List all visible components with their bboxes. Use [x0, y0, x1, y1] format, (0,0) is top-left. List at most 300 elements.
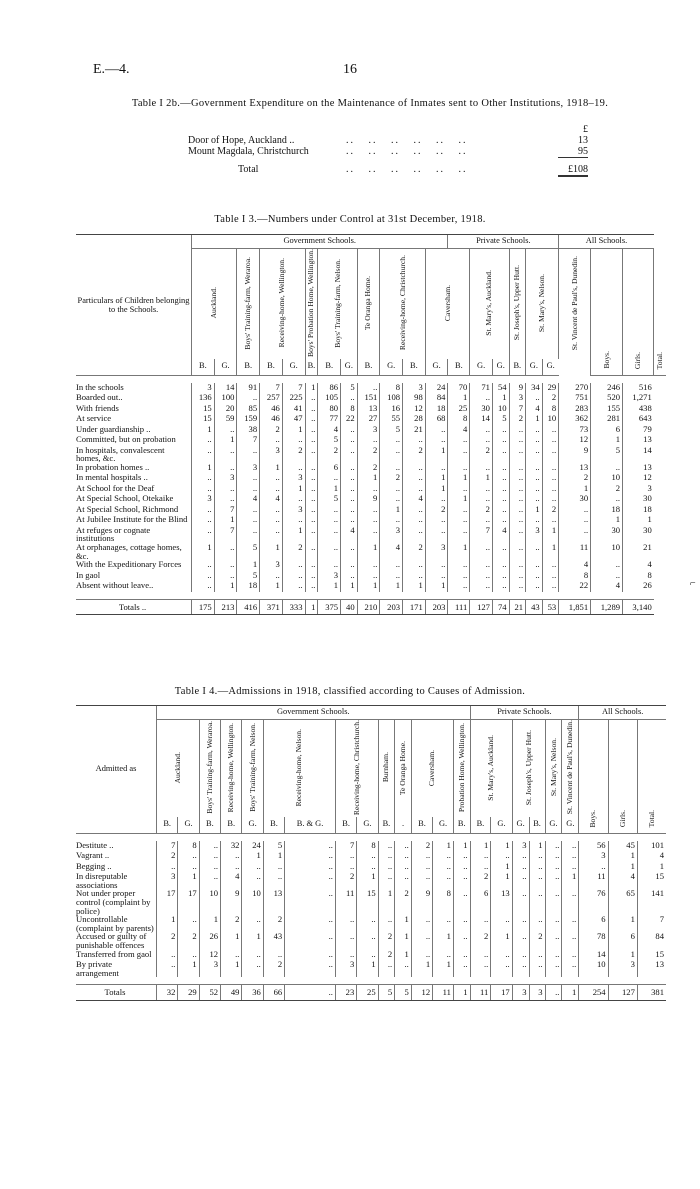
table2-cell: 1: [214, 515, 237, 526]
table2-cell: ..: [305, 404, 318, 415]
table2-cell: ..: [282, 515, 305, 526]
table2-column-header: [623, 249, 654, 376]
table3-cell: ..: [411, 851, 432, 862]
table2-cell: 4: [237, 494, 260, 505]
table3-cell: ..: [395, 872, 412, 889]
table3-cell: 3: [335, 960, 356, 977]
table2-cell: ..: [380, 484, 403, 495]
table2-cell: ..: [470, 435, 493, 446]
table3-cell: 1: [199, 915, 220, 932]
table2-totals-cell: 21: [509, 599, 526, 615]
table2-row-label: At Special School, Richmond: [76, 503, 179, 514]
table2-cell: ..: [448, 435, 470, 446]
table2-cell: ..: [591, 560, 623, 571]
table3-cell: ..: [221, 950, 242, 961]
table3-sub-header: B.: [411, 817, 432, 834]
table2-cell: 159: [237, 414, 260, 425]
table2-cell: ..: [357, 484, 380, 495]
table2-cell: 22: [559, 581, 591, 592]
table2-cell: ..: [542, 581, 559, 592]
table2-cell: 1: [192, 425, 215, 436]
table2-totals-cell: 127: [470, 599, 493, 615]
table1-total-row: [188, 164, 608, 177]
table3-totals-cell: 1: [453, 985, 470, 1001]
table2-cell: ..: [305, 393, 318, 404]
table3-cell: 2: [178, 932, 199, 949]
table3-sub-header: B.: [221, 817, 242, 834]
table3-cell: ..: [335, 915, 356, 932]
table2-row: [76, 446, 666, 463]
table2-cell: 3: [214, 473, 237, 484]
table2-cell: ..: [509, 515, 526, 526]
table3-cell: 17: [178, 889, 199, 915]
table2-cell: 100: [214, 393, 237, 404]
table2-cell: ..: [542, 473, 559, 484]
table3-cell: ..: [562, 915, 579, 932]
table2-cell: 151: [357, 393, 380, 404]
table2-cell: 1: [425, 473, 448, 484]
table3-cell: ..: [357, 950, 378, 961]
table2-cell: ..: [237, 515, 260, 526]
table2-cell: ..: [509, 463, 526, 474]
table3-column-header-label: Burnham.: [381, 752, 391, 783]
table3-sub-header: G.: [178, 817, 199, 834]
table2-cell: 270: [559, 383, 591, 394]
table3-cell: ..: [378, 915, 395, 932]
table3-cell: ..: [545, 960, 562, 977]
table3-cell: ..: [453, 862, 470, 873]
table2-cell: 5: [318, 494, 341, 505]
table3-cell: 6: [579, 915, 608, 932]
table2-cell: 1: [526, 505, 543, 516]
table2-cell: 46: [260, 404, 283, 415]
table2-cell: 2: [591, 484, 623, 495]
table2-cell: 1: [260, 581, 283, 592]
table2-totals-row: [76, 599, 666, 615]
table3-totals-cell: 52: [199, 985, 220, 1001]
table3-cell: ..: [357, 915, 378, 932]
table2-cell: 11: [559, 543, 591, 560]
table2-cell: 1: [492, 393, 509, 404]
table2-cell: ..: [470, 560, 493, 571]
table2-cell: ..: [448, 505, 470, 516]
table3-cell: ..: [512, 889, 529, 915]
table2-cell: ..: [305, 435, 318, 446]
table3-totals-cell: ..: [285, 985, 336, 1001]
table3-cell: ..: [263, 862, 284, 873]
table3-sub-header: B.: [199, 817, 220, 834]
table3-totals-cell: ..: [545, 985, 562, 1001]
table2-cell: ..: [425, 425, 448, 436]
table3-column-header: [335, 720, 378, 817]
table2-column-header-label: Auckland.: [209, 287, 219, 319]
table2-cell: 1: [559, 484, 591, 495]
table3-cell: ..: [263, 872, 284, 889]
table2-cell: 68: [425, 414, 448, 425]
table2-cell: 15: [192, 404, 215, 415]
table2-cell: 4: [318, 425, 341, 436]
table2-cell: 3: [425, 543, 448, 560]
table3-cell: 1: [637, 862, 666, 873]
table2-cell: ..: [192, 581, 215, 592]
table3-cell: 1: [263, 851, 284, 862]
table2-cell: ..: [509, 505, 526, 516]
table2-cell: ..: [341, 543, 358, 560]
table2-cell: 1: [214, 435, 237, 446]
table2-row: [76, 560, 666, 571]
table3-cell: ..: [157, 950, 178, 961]
table3-cell: 2: [411, 841, 432, 852]
table2-cell: ..: [380, 571, 403, 582]
table2-column-header-label: Te Oranga Home.: [363, 275, 373, 331]
table2-totals-cell: 416: [237, 599, 260, 615]
table3-cell: 10: [242, 889, 263, 915]
table3-cell: 4: [637, 851, 666, 862]
table2-cell: ..: [318, 505, 341, 516]
table3-cell: ..: [453, 851, 470, 862]
table3-sub-header: B. & G.: [285, 817, 336, 834]
table3-column-header-label: Boys' Training-farm, Weraroa.: [204, 721, 214, 814]
table2-cell: ..: [214, 425, 237, 436]
table2-sub-header: B.: [318, 359, 341, 376]
table3-cell: ..: [545, 932, 562, 949]
table2-totals-cell: 43: [526, 599, 543, 615]
table3-cell: 65: [608, 889, 637, 915]
table3-totals-label: Totals: [76, 985, 157, 1001]
table2-cell: ..: [492, 446, 509, 463]
table2-cell: 105: [318, 393, 341, 404]
table2-cell: 3: [260, 560, 283, 571]
table3-cell: ..: [357, 932, 378, 949]
table3-cell: ..: [562, 950, 579, 961]
table2-cell: ..: [526, 515, 543, 526]
table2-sub-header: B.: [260, 359, 283, 376]
table2-cell: 7: [282, 383, 305, 394]
table3-cell: ..: [512, 950, 529, 961]
table3-column-header: [157, 720, 200, 817]
table2-cell: 18: [591, 505, 623, 516]
table2-cell: 2: [282, 543, 305, 560]
table3-sub-header: G.: [242, 817, 263, 834]
table3-cell: ..: [562, 960, 579, 977]
table2-group-all: All Schools.: [559, 235, 654, 249]
table3-sub-header: B.: [529, 817, 545, 834]
table2-cell: 8: [559, 571, 591, 582]
table2-sub-header: B.: [509, 359, 526, 376]
table3-cell: 1: [608, 862, 637, 873]
table2-totals-label: Totals ..: [76, 599, 192, 615]
table3-row: [76, 932, 666, 949]
table3-column-header-label: Receiving-home, Wellington.: [226, 722, 236, 813]
table2-cell: 155: [591, 404, 623, 415]
table2-totals-cell: 210: [357, 599, 380, 615]
table3-row-label: Destitute ..: [76, 839, 114, 850]
table3-column-header-label: Te Oranga Home.: [397, 740, 407, 795]
table2-sub-header: B.: [192, 359, 215, 376]
table3-cell: ..: [242, 915, 263, 932]
table3-totals-row: [76, 985, 666, 1001]
table3-cell: 3: [579, 851, 608, 862]
table3-cell: 2: [529, 932, 545, 949]
table2-cell: ..: [192, 484, 215, 495]
table2-cell: 643: [623, 414, 654, 425]
table2-row: [76, 414, 666, 425]
table2-cell: ..: [305, 515, 318, 526]
table2-cell: ..: [403, 473, 426, 484]
table3-sub-header: G.: [357, 817, 378, 834]
table2-cell: ..: [192, 446, 215, 463]
table3-cell: ..: [242, 872, 263, 889]
table3-cell: ..: [433, 950, 454, 961]
table2-cell: ..: [214, 484, 237, 495]
table2-cell: 13: [623, 435, 654, 446]
table3-cell: 10: [199, 889, 220, 915]
table3-column-header: [545, 720, 562, 817]
margin-mark: ⌐: [690, 578, 696, 589]
table2-cell: 2: [282, 446, 305, 463]
table2-totals-cell: 375: [318, 599, 341, 615]
table3-cell: ..: [221, 851, 242, 862]
table3-row: [76, 915, 666, 932]
table2-cell: ..: [448, 526, 470, 543]
table2-cell: ..: [448, 515, 470, 526]
table2-totals-cell: 1,851: [559, 599, 591, 615]
spacer-row: [76, 977, 666, 985]
table2-cell: ..: [260, 435, 283, 446]
table2-cell: 26: [623, 581, 654, 592]
table2-cell: ..: [403, 571, 426, 582]
table2-column-header: [470, 249, 509, 359]
table2-cell: ..: [341, 484, 358, 495]
table1-title: Table I 2b.—Government Expenditure on the Maintenance of Inmates sent to Other Institutions, 1918–19.: [131, 98, 609, 109]
table3-cell: 11: [335, 889, 356, 915]
table2-cell: 7: [260, 383, 283, 394]
table3-totals-cell: 5: [378, 985, 395, 1001]
table2-cell: 8: [623, 571, 654, 582]
table2-cell: 34: [526, 383, 543, 394]
table2-column-header-label: Caversham.: [442, 284, 452, 322]
table3-cell: ..: [242, 960, 263, 977]
table2-cell: ..: [282, 560, 305, 571]
table2-cell: ..: [425, 571, 448, 582]
table3-cell: 1: [242, 851, 263, 862]
table2-column-header: [260, 249, 305, 359]
table3-cell: 2: [263, 960, 284, 977]
table3-cell: ..: [395, 862, 412, 873]
table2-column-header-label: St. Joseph's, Upper Hutt.: [512, 265, 522, 341]
table3-cell: 7: [637, 915, 666, 932]
table2-column-header: [559, 249, 591, 359]
table2-cell: 13: [357, 404, 380, 415]
table2-column-header: [305, 249, 318, 359]
table3-admitted-header: Admitted as: [76, 706, 157, 834]
table3-group-all: All Schools.: [579, 706, 666, 720]
table3-cell: ..: [562, 841, 579, 852]
table2-column-header-label: St. Mary's, Nelson.: [537, 273, 547, 333]
table2-cell: 5: [237, 571, 260, 582]
table3-cell: ..: [285, 960, 336, 977]
table3-cell: ..: [470, 915, 491, 932]
table2-cell: ..: [305, 484, 318, 495]
table2-cell: 3: [380, 526, 403, 543]
table2-cell: 7: [214, 526, 237, 543]
table2-cell: 71: [470, 383, 493, 394]
table3-cell: 78: [579, 932, 608, 949]
table2-cell: 10: [591, 543, 623, 560]
table2-row: [76, 473, 666, 484]
table1-row-value: 13: [578, 135, 588, 146]
table2-cell: 1: [380, 581, 403, 592]
table3-cell: 8: [357, 841, 378, 852]
table3-cell: 4: [221, 872, 242, 889]
table2-cell: ..: [380, 446, 403, 463]
table2-cell: ..: [448, 560, 470, 571]
table2-cell: ..: [305, 473, 318, 484]
table3-column-header-label: Girls.: [617, 810, 627, 828]
table2-cell: 14: [470, 414, 493, 425]
table2-cell: 1: [425, 446, 448, 463]
table2-cell: 9: [509, 383, 526, 394]
table3-column-header: [579, 720, 608, 834]
table2-cell: 2: [357, 463, 380, 474]
table2-cell: ..: [470, 571, 493, 582]
table2-cell: 4: [403, 494, 426, 505]
table3-cell: 15: [637, 872, 666, 889]
table3-cell: ..: [285, 872, 336, 889]
table3-totals-cell: 12: [411, 985, 432, 1001]
table2-cell: ..: [526, 393, 543, 404]
table3-cell: ..: [378, 841, 395, 852]
table3-totals-cell: 5: [395, 985, 412, 1001]
table2-cell: 91: [237, 383, 260, 394]
table2-cell: 27: [357, 414, 380, 425]
table2-cell: ..: [237, 393, 260, 404]
table2-cell: 136: [192, 393, 215, 404]
table2-cell: 3: [509, 393, 526, 404]
table2-cell: 25: [448, 404, 470, 415]
table3-cell: ..: [178, 915, 199, 932]
table2-cell: ..: [526, 484, 543, 495]
table2-cell: ..: [591, 463, 623, 474]
table2-cell: 1: [318, 484, 341, 495]
table2-cell: ..: [492, 435, 509, 446]
table2-cell: ..: [509, 560, 526, 571]
table2-cell: 5: [492, 414, 509, 425]
table3-totals-cell: 11: [470, 985, 491, 1001]
table2-cell: 80: [318, 404, 341, 415]
table3-cell: 13: [491, 889, 512, 915]
table3-totals-cell: 49: [221, 985, 242, 1001]
table2-cell: ..: [492, 505, 509, 516]
table3-cell: ..: [491, 950, 512, 961]
table2-cell: ..: [305, 505, 318, 516]
table3-row-label: In disreputable associations: [76, 871, 128, 890]
table2-row-label: With friends: [76, 402, 119, 413]
table3-cell: ..: [529, 960, 545, 977]
table3-cell: ..: [178, 851, 199, 862]
table2-row-label: In mental hospitals ..: [76, 472, 148, 483]
table2-cell: ..: [492, 484, 509, 495]
table2-cell: ..: [341, 571, 358, 582]
table3-sub-header: G.: [433, 817, 454, 834]
table2-cell: 4: [448, 425, 470, 436]
table2-cell: 30: [623, 526, 654, 543]
table3-cell: 1: [470, 841, 491, 852]
table3-cell: ..: [411, 872, 432, 889]
table3-cell: 1: [221, 932, 242, 949]
table2-cell: 6: [591, 425, 623, 436]
table2-sub-header: B.: [357, 359, 380, 376]
table3-cell: 1: [178, 960, 199, 977]
table2-cell: ..: [559, 505, 591, 516]
table3-cell: 13: [263, 889, 284, 915]
table2-sub-header: G.: [526, 359, 543, 376]
table2-cell: 1: [260, 463, 283, 474]
table3-cell: 1: [357, 960, 378, 977]
table3-cell: ..: [545, 841, 562, 852]
table2-cell: ..: [380, 515, 403, 526]
table3-cell: 2: [470, 932, 491, 949]
table2-cell: ..: [470, 393, 493, 404]
table2-cell: 18: [425, 404, 448, 415]
table3-cell: ..: [378, 960, 395, 977]
table3-cell: 1: [491, 872, 512, 889]
table3-column-header-label: Receiving-home, Nelson.: [294, 728, 304, 807]
table2-cell: 2: [380, 473, 403, 484]
table3-cell: ..: [157, 960, 178, 977]
table2-cell: 2: [403, 543, 426, 560]
table3-sub-header: .: [395, 817, 412, 834]
table2-cell: ..: [357, 560, 380, 571]
table3: [76, 705, 666, 1001]
table2-cell: 1: [448, 543, 470, 560]
table3-column-header: [608, 720, 637, 834]
table2-cell: ..: [318, 526, 341, 543]
table3-cell: ..: [378, 872, 395, 889]
table3-cell: ..: [395, 841, 412, 852]
table2-cell: ..: [492, 581, 509, 592]
table2-row-label: At refuges or cognate institutions: [76, 524, 151, 544]
table2-cell: ..: [214, 463, 237, 474]
table3-cell: ..: [562, 862, 579, 873]
table3-cell: ..: [242, 950, 263, 961]
table2-cell: ..: [357, 435, 380, 446]
table2-cell: ..: [526, 560, 543, 571]
table2-cell: 1: [318, 581, 341, 592]
table2-cell: 14: [214, 383, 237, 394]
table2-cell: ..: [380, 435, 403, 446]
table3-cell: 9: [221, 889, 242, 915]
table3-cell: ..: [285, 862, 336, 873]
table3-cell: 11: [579, 872, 608, 889]
table2-cell: 1: [341, 581, 358, 592]
table2-cell: ..: [425, 560, 448, 571]
table2-cell: ..: [380, 560, 403, 571]
table2-cell: 5: [341, 383, 358, 394]
table2-cell: ..: [192, 473, 215, 484]
table2-group-government: Government Schools.: [192, 235, 448, 249]
table2-cell: ..: [526, 435, 543, 446]
table3-cell: ..: [562, 851, 579, 862]
table3-cell: ..: [545, 851, 562, 862]
table2-cell: ..: [192, 526, 215, 543]
table3-cell: ..: [395, 960, 412, 977]
table2-cell: 85: [237, 404, 260, 415]
table3-cell: ..: [357, 862, 378, 873]
table2-row: [76, 571, 666, 582]
table2-cell: ..: [341, 425, 358, 436]
table2-cell: 3: [192, 383, 215, 394]
